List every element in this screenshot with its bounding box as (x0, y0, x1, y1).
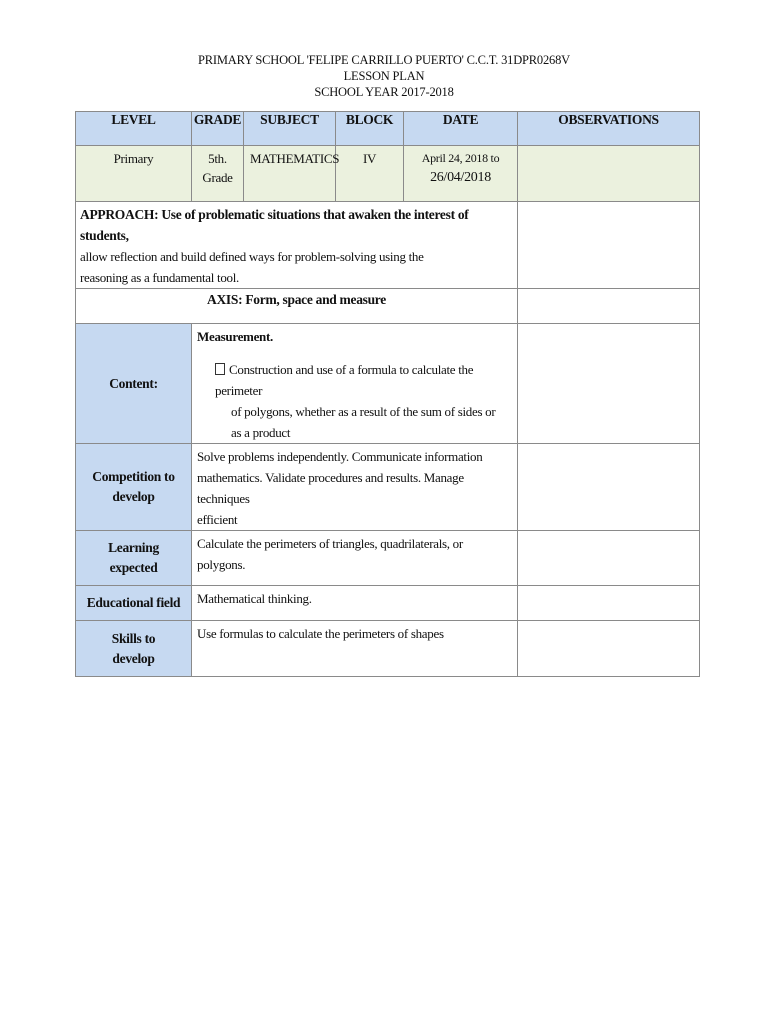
content-line2: of polygons, whether as a result of the sum of sides or (231, 404, 496, 419)
col-header-level: LEVEL (76, 112, 192, 146)
date-cell (404, 146, 518, 202)
approach-cell (76, 202, 518, 289)
skills-label-line2: develop (112, 650, 155, 666)
field-row (76, 586, 700, 621)
grade-cell (192, 146, 244, 202)
competition-label-line2: develop (112, 489, 155, 504)
school-year: SCHOOL YEAR 2017-2018 (314, 85, 454, 99)
approach-line2: allow reflection and build defined ways for problem-solving using the (80, 249, 424, 264)
field-label: Educational field (76, 586, 192, 621)
approach-row (76, 202, 700, 289)
content-row (76, 324, 700, 444)
block-cell: IV (336, 146, 404, 202)
content-bullet (197, 359, 513, 443)
competition-label (76, 444, 192, 531)
learning-cell: Calculate the perimeters of triangles, quadrilaterals, or polygons. (192, 531, 518, 586)
observations-cell-field (518, 586, 700, 621)
col-header-grade: GRADE (192, 112, 244, 146)
level-cell: Primary (76, 146, 192, 202)
approach-line3: reasoning as a fundamental tool. (80, 270, 239, 285)
lesson-plan-table (75, 111, 700, 677)
observations-cell-approach (518, 202, 700, 289)
date-line2: 26/04/2018 (430, 170, 491, 185)
competition-line3: efficient (197, 512, 238, 527)
field-cell: Mathematical thinking. (192, 586, 518, 621)
skills-row (76, 621, 700, 677)
axis-row (76, 289, 700, 324)
subject-cell: MATHEMATICS (244, 146, 336, 202)
observations-cell-competition (518, 444, 700, 531)
observations-cell-content (518, 324, 700, 444)
learning-row (76, 531, 700, 586)
competition-row (76, 444, 700, 531)
competition-cell (192, 444, 518, 531)
col-header-date: DATE (404, 112, 518, 146)
grade-line1: 5th. (208, 151, 227, 166)
col-header-block: BLOCK (336, 112, 404, 146)
approach-label: APPROACH: Use of problematic situations that awaken the interest of students, (80, 207, 469, 243)
observations-cell-axis (518, 289, 700, 324)
bullet-box-icon (215, 363, 225, 375)
observations-cell-info (518, 146, 700, 202)
content-line1: Construction and use of a formula to calculate the perimeter (215, 362, 474, 398)
skills-cell: Use formulas to calculate the perimeters of shapes (192, 621, 518, 677)
document-title: LESSON PLAN (343, 69, 425, 83)
learning-label (76, 531, 192, 586)
observations-cell-learning (518, 531, 700, 586)
grade-line2: Grade (202, 170, 233, 185)
skills-label-line1: Skills to (111, 630, 156, 646)
competition-line1: Solve problems independently. Communicate information (197, 449, 483, 464)
content-line3: as a product (231, 425, 291, 440)
competition-line2: mathematics. Validate procedures and results. Manage techniques (197, 470, 464, 506)
document-header (0, 52, 768, 100)
skills-label (76, 621, 192, 677)
learning-label-line1: Learning (108, 540, 159, 555)
content-title: Measurement. (197, 329, 273, 344)
axis-cell: AXIS: Form, space and measure (76, 289, 518, 324)
content-cell (192, 324, 518, 444)
col-header-observations: OBSERVATIONS (518, 112, 700, 146)
learning-label-line2: expected (109, 560, 158, 575)
competition-label-line1: Competition to (92, 469, 175, 484)
observations-cell-skills (518, 621, 700, 677)
info-row (76, 146, 700, 202)
school-name: PRIMARY SCHOOL 'FELIPE CARRILLO PUERTO' C.C.T. 31DPR0268V (198, 53, 570, 67)
content-label: Content: (76, 324, 192, 444)
date-line1: April 24, 2018 to (421, 151, 500, 165)
col-header-subject: SUBJECT (244, 112, 336, 146)
header-row (76, 112, 700, 146)
